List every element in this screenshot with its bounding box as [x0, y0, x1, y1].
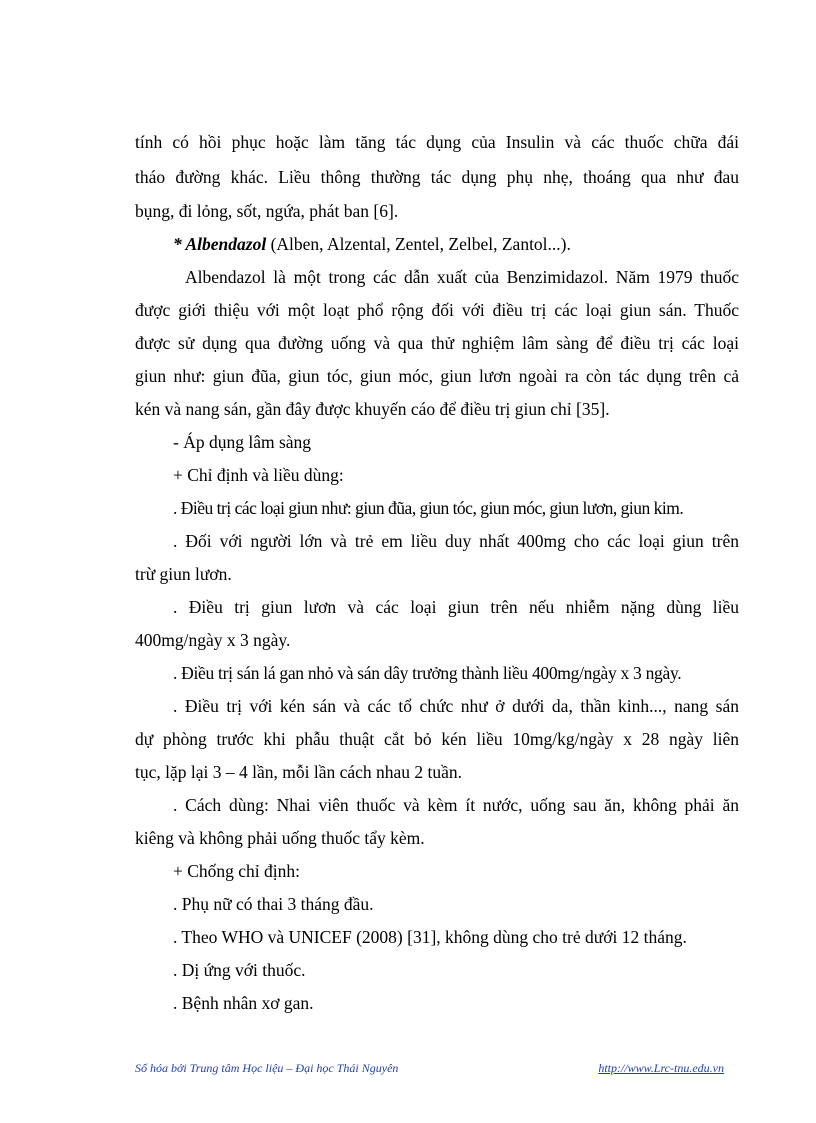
paragraph-line: tính có hồi phục hoặc làm tăng tác dụng của Insulin và các thuốc chữa đái: [135, 132, 739, 152]
list-item: . Điều trị các loại giun như: giun đũa, giun tóc, giun móc, giun lươn, giun kim.: [173, 498, 684, 518]
list-item: - Áp dụng lâm sàng: [173, 432, 312, 452]
paragraph-line: bụng, đi lỏng, sốt, ngứa, phát ban [6].: [135, 201, 399, 221]
paragraph-line: được sử dụng qua đường uống và qua thử nghiệm lâm sàng để điều trị các loại: [135, 333, 739, 353]
list-item: . Bệnh nhân xơ gan.: [173, 993, 314, 1013]
footer-credit: Số hóa bởi Trung tâm Học liệu – Đại học Thái Nguyên: [135, 1061, 399, 1075]
section-heading: [173, 233, 571, 255]
paragraph-line: kén và nang sán, gần đây được khuyến cáo để điều trị giun chỉ [35].: [135, 399, 610, 419]
heading-brand-names: (Alben, Alzental, Zentel, Zelbel, Zantol...).: [266, 234, 571, 254]
paragraph-line: tháo đường khác. Liều thông thường tác dụng phụ nhẹ, thoáng qua như đau: [135, 167, 739, 187]
list-item: . Dị ứng với thuốc.: [173, 960, 306, 980]
list-item: + Chỉ định và liều dùng:: [173, 465, 344, 485]
list-item: tục, lặp lại 3 – 4 lần, mỗi lần cách nhau 2 tuần.: [135, 762, 463, 782]
list-item: . Điều trị sán lá gan nhỏ và sán dây trưởng thành liều 400mg/ngày x 3 ngày.: [173, 663, 682, 683]
list-item: kiêng và không phải uống thuốc tẩy kèm.: [135, 828, 425, 848]
list-item: . Điều trị với kén sán và các tổ chức như ở dưới da, thần kinh..., nang sán: [173, 696, 739, 716]
paragraph-line: được giới thiệu với một loạt phổ rộng đối với điều trị các loại giun sán. Thuốc: [135, 300, 739, 320]
list-item: . Đối với người lớn và trẻ em liều duy nhất 400mg cho các loại giun trên: [173, 531, 739, 551]
list-item: . Theo WHO và UNICEF (2008) [31], không dùng cho trẻ dưới 12 tháng.: [173, 927, 687, 947]
list-item: dự phòng trước khi phẫu thuật cắt bỏ kén liều 10mg/kg/ngày x 28 ngày liên: [135, 729, 739, 749]
list-item: + Chống chỉ định:: [173, 861, 301, 881]
footer-link[interactable]: http://www.Lrc-tnu.edu.vn: [598, 1061, 724, 1075]
list-item: 400mg/ngày x 3 ngày.: [135, 630, 291, 650]
list-item: . Phụ nữ có thai 3 tháng đầu.: [173, 894, 374, 914]
paragraph-line: giun như: giun đũa, giun tóc, giun móc, giun lươn ngoài ra còn tác dụng trên cả: [135, 366, 739, 386]
list-item: trừ giun lươn.: [135, 564, 232, 584]
paragraph-line: Albendazol là một trong các dẫn xuất của Benzimidazol. Năm 1979 thuốc: [185, 267, 739, 287]
heading-drug-name: * Albendazol: [173, 234, 267, 254]
list-item: . Cách dùng: Nhai viên thuốc và kèm ít nước, uống sau ăn, không phải ăn: [173, 795, 739, 815]
list-item: . Điều trị giun lươn và các loại giun trên nếu nhiễm nặng dùng liều: [173, 597, 739, 617]
